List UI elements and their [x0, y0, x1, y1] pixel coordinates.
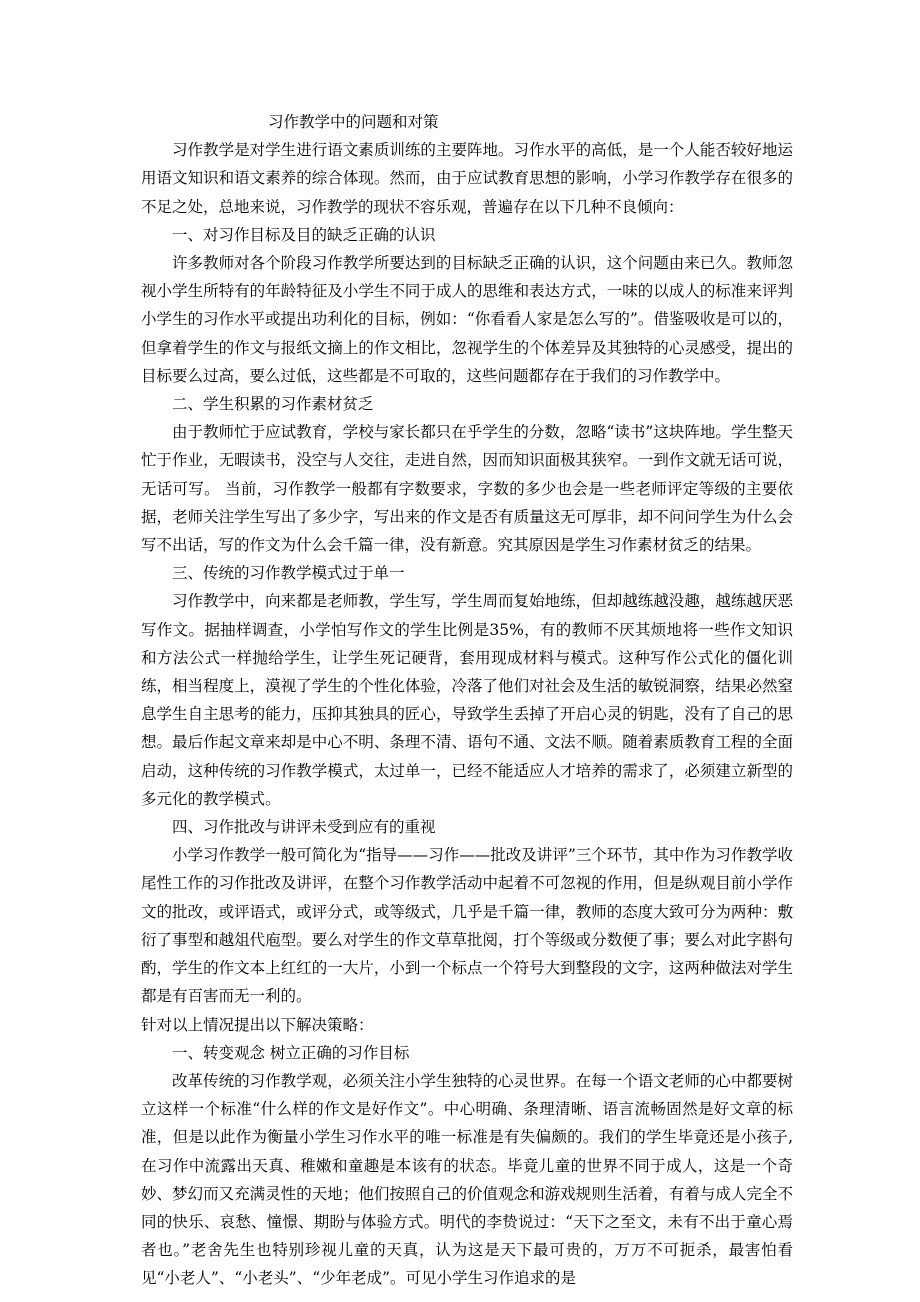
section-body-4: 小学习作教学一般可简化为“指导——习作——批改及讲评”三个环节，其中作为习作教学收尾性工作的习作批改及讲评，在整个习作教学活动中起着不可忽视的作用，但是纵观目前小学作文的批改，或评语式，或评分式，或等级式，几乎是千篇一律，教师的态度大致可分为两种：敷衍了事型和越俎代庖型。要么对学生的作文草草批阅，打个等级或分数便了事；要么对此字斟句酌，学生的作文本上红红的一大片，小到一个标点一个符号大到整段的文字，这两种做法对学生都是有百害而无一利的。 — [141, 846, 793, 1006]
section-heading-3: 三、传统的习作教学模式过于单一 — [172, 564, 405, 583]
section-heading-4: 四、习作批改与讲评未受到应有的重视 — [172, 818, 436, 837]
section-body-1: 许多教师对各个阶段习作教学所要达到的目标缺乏正确的认识，这个问题由来已久。教师忽视小学生所特有的年龄特征及小学生不同于成人的思维和表达方式，一味的以成人的标准来评判小学生的习作水平或提出功利化的目标，例如：“你看看人家是怎么写的”。借鉴吸收是可以的，但拿着学生的作文与报纸文摘上的作文相比，忽视学生的个体差异及其独特的心灵感受，提出的目标要么过高，要么过低，这些都是不可取的，这些问题都存在于我们的习作教学中。 — [141, 254, 793, 385]
strategy-intro: 针对以上情况提出以下解决策略： — [141, 1015, 374, 1034]
document-body — [141, 108, 793, 1293]
strategy-body-1: 改革传统的习作教学观，必须关注小学生独特的心灵世界。在每一个语文老师的心中都要树立这样一个标准“什么样的作文是好作文”。中心明确、条理清晰、语言流畅固然是好文章的标准，但是以此作为衡量小学生习作水平的唯一标准是有失偏颇的。我们的学生毕竟还是小孩子,在习作中流露出天真、稚嫩和童趣是本该有的状态。毕竟儿童的世界不同于成人，这是一个奇妙、梦幻而又充满灵性的天地；他们按照自己的价值观念和游戏规则生活着，有着与成人完全不同的快乐、哀愁、憧憬、期盼与体验方式。明代的李贽说过：“天下之至文，未有不出于童心焉者也。”老舍先生也特别珍视儿童的天真，认为这是天下最可贵的，万万不可扼杀，最害怕看见“小老人”、“小老头”、“少年老成”。可见小学生习作追求的是 — [141, 1071, 793, 1288]
section-heading-2: 二、学生积累的习作素材贫乏 — [172, 395, 374, 414]
section-body-2: 由于教师忙于应试教育，学校与家长都只在乎学生的分数，忽略“读书”这块阵地。学生整天忙于作业，无暇读书，没空与人交往，走进自然，因而知识面极其狭窄。一到作文就无话可说，无话可写。 当前，习作教学一般都有字数要求，字数的多少也会是一些老师评定等级的主要依据，老师关注学生写出了多少字，写出来的作文是否有质量这无可厚非，却不问问学生为什么会写不出话，写的作文为什么会千篇一律，没有新意。究其原因是学生习作素材贫乏的结果。 — [141, 423, 793, 555]
strategy-heading-1: 一、转变观念 树立正确的习作目标 — [172, 1043, 410, 1062]
intro-paragraph: 习作教学是对学生进行语文素质训练的主要阵地。习作水平的高低，是一个人能否较好地运用语文知识和语文素养的综合体现。然而，由于应试教育思想的影响，小学习作教学存在很多的不足之处，总地来说，习作教学的现状不容乐观，普遍存在以下几种不良倾向： — [141, 141, 793, 216]
document-title: 习作教学中的问题和对策 — [268, 113, 439, 131]
section-heading-1: 一、对习作目标及目的缺乏正确的认识 — [172, 225, 436, 244]
section-body-3: 习作教学中，向来都是老师教，学生写，学生周而复始地练，但却越练越没趣，越练越厌恶写作文。据抽样调查，小学怕写作文的学生比例是35%，有的教师不厌其烦地将一些作文知识和方法公式一样抛给学生，让学生死记硬背，套用现成材料与模式。这种写作公式化的僵化训练，相当程度上，漠视了学生的个性化体验，冷落了他们对社会及生活的敏锐洞察，结果必然窒息学生自主思考的能力，压抑其独具的匠心，导致学生丢掉了开启心灵的钥匙，没有了自己的思想。最后作起文章来却是中心不明、条理不清、语句不通、文法不顺。随着素质教育工程的全面启动，这种传统的习作教学模式，太过单一，已经不能适应人才培养的需求了，必须建立新型的多元化的教学模式。 — [141, 592, 793, 808]
